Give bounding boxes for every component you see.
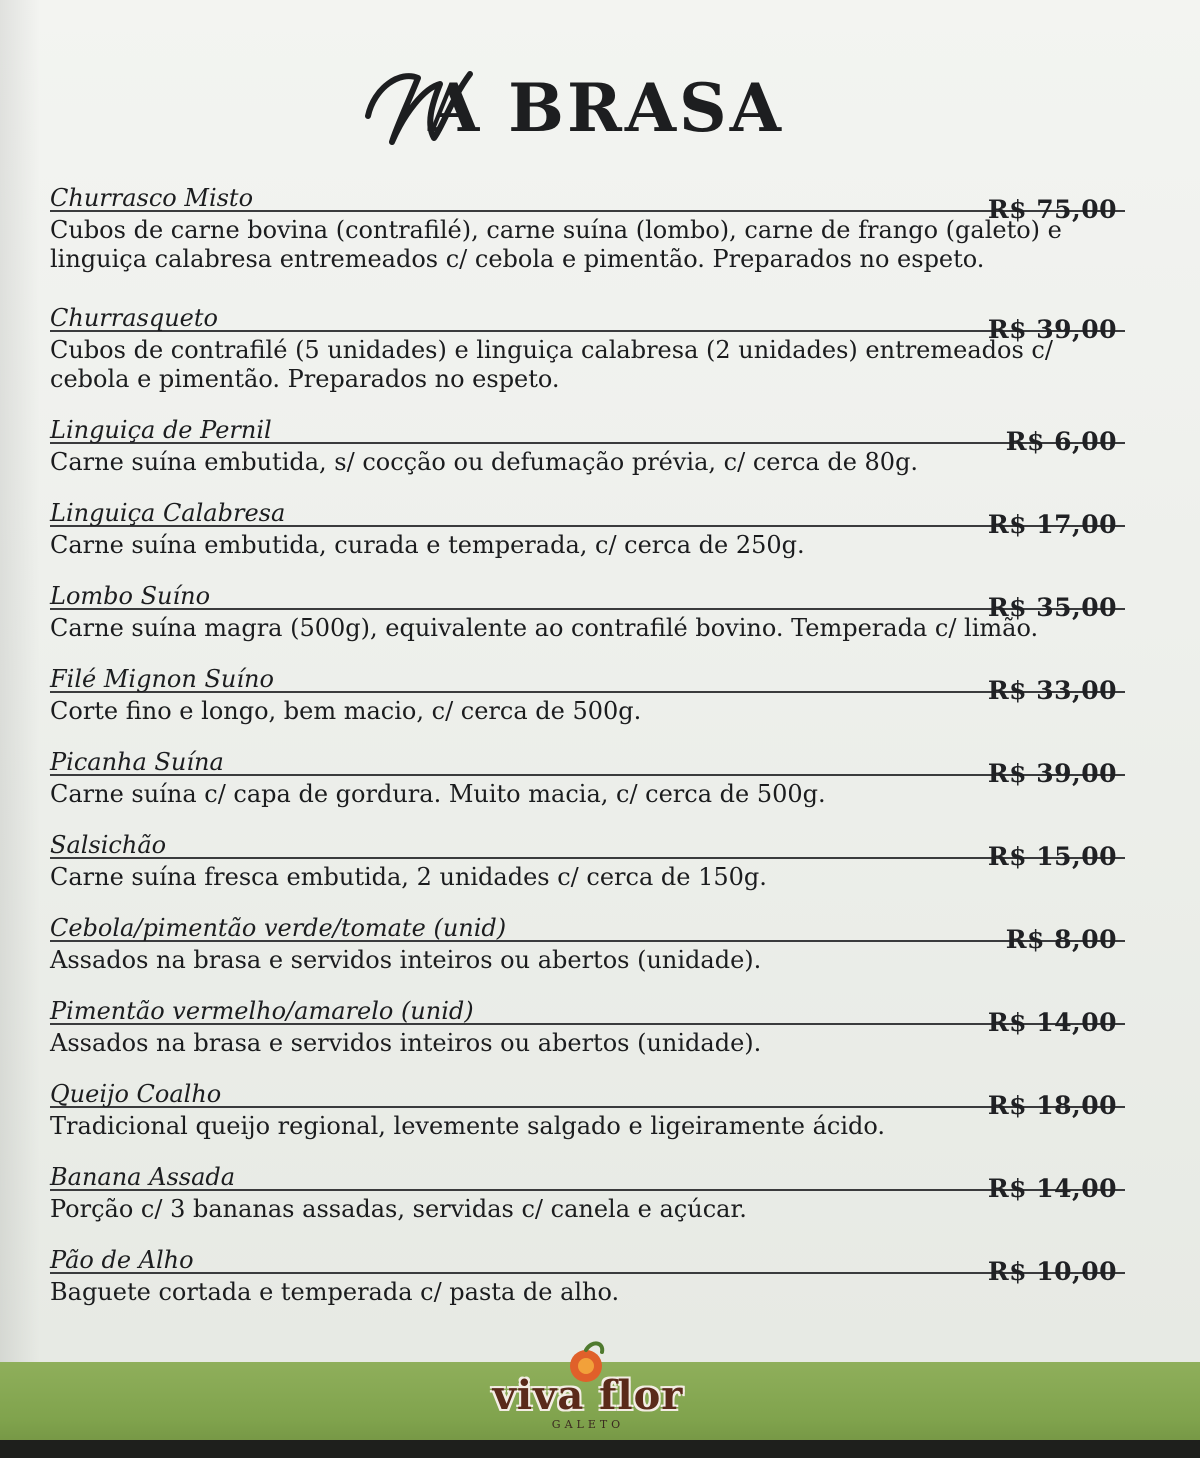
menu-item-header <box>50 1072 1125 1120</box>
menu-item <box>50 989 1125 1058</box>
menu-item-description: Tradicional queijo regional, levemente salgado e ligeiramente ácido. <box>50 1112 886 1140</box>
brand-logo <box>478 1330 698 1440</box>
menu-item-description: Carne suína embutida, curada e temperada, c/ cerca de 250g. <box>50 531 805 559</box>
menu-item-description: Cubos de contrafilé (5 unidades) e linguiça calabresa (2 unidades) entremeados c/ cebola e pimentão. Preparados no espeto. <box>50 336 1053 393</box>
menu-item-name: Banana Assada <box>50 1163 236 1191</box>
menu-item-name: Churrasco Misto <box>50 184 254 212</box>
menu-item-price: R$ 10,00 <box>987 1257 1117 1286</box>
menu-item <box>50 1238 1125 1307</box>
menu-item-header <box>50 906 1125 954</box>
menu-item-description: Carne suína magra (500g), equivalente ao contrafilé bovino. Temperada c/ limão. <box>50 614 1039 642</box>
menu-item <box>50 823 1125 892</box>
menu-item-header <box>50 491 1125 539</box>
menu-item-price: R$ 39,00 <box>987 759 1117 788</box>
menu-item <box>50 657 1125 726</box>
menu-item-description: Carne suína fresca embutida, 2 unidades c/ cerca de 150g. <box>50 863 767 891</box>
page-shadow <box>0 0 40 1458</box>
menu-item-name: Queijo Coalho <box>50 1080 222 1108</box>
footer-edge <box>0 1440 1200 1458</box>
menu-item-price: R$ 18,00 <box>987 1091 1117 1120</box>
menu-item-name: Salsichão <box>50 831 167 859</box>
menu-item-header <box>50 657 1125 705</box>
menu-item-name: Filé Mignon Suíno <box>50 665 274 693</box>
menu-item <box>50 176 1125 274</box>
menu-item-header <box>50 408 1125 456</box>
menu-item-header <box>50 823 1125 871</box>
menu-item-name: Cebola/pimentão verde/tomate (unid) <box>50 914 507 942</box>
menu-item-name: Pão de Alho <box>50 1246 194 1274</box>
menu-item-name: Churrasqueto <box>50 304 218 332</box>
menu-item-price: R$ 75,00 <box>987 195 1117 224</box>
menu-item <box>50 491 1125 560</box>
menu-item-price: R$ 17,00 <box>987 510 1117 539</box>
menu-item-name: Lombo Suíno <box>50 582 211 610</box>
menu-item <box>50 574 1125 643</box>
menu-title-rest: A BRASA <box>428 69 784 147</box>
menu-item-price: R$ 6,00 <box>1005 427 1117 456</box>
menu-item-price: R$ 39,00 <box>987 315 1117 344</box>
menu-item-description: Corte fino e longo, bem macio, c/ cerca de 500g. <box>50 697 642 725</box>
menu-item-header <box>50 574 1125 622</box>
menu-title-text <box>360 68 820 148</box>
logo-subtext: GALETO <box>551 1418 625 1431</box>
menu-item-price: R$ 15,00 <box>987 842 1117 871</box>
menu-item-price: R$ 14,00 <box>987 1174 1117 1203</box>
menu-item-description: Cubos de carne bovina (contrafilé), carne suína (lombo), carne de frango (galeto) e linguiça calabresa entremeados c/ cebola e pimentão. Preparados no espeto. <box>50 216 1062 273</box>
menu-item <box>50 1155 1125 1224</box>
menu-item-description: Assados na brasa e servidos inteiros ou abertos (unidade). <box>50 1029 762 1057</box>
menu-item-price: R$ 35,00 <box>987 593 1117 622</box>
logo-wordmark: viva flor <box>492 1372 684 1419</box>
menu-item-header <box>50 176 1125 224</box>
menu-item-header <box>50 989 1125 1037</box>
menu-item-price: R$ 14,00 <box>987 1008 1117 1037</box>
menu-items-list <box>50 176 1125 1307</box>
menu-item-header <box>50 1238 1125 1286</box>
menu-item-description: Baguete cortada e temperada c/ pasta de alho. <box>50 1278 620 1306</box>
menu-item-price: R$ 33,00 <box>987 676 1117 705</box>
menu-item-header <box>50 1155 1125 1203</box>
menu-item <box>50 408 1125 477</box>
menu-item <box>50 740 1125 809</box>
menu-item <box>50 906 1125 975</box>
menu-item-description: Carne suína c/ capa de gordura. Muito macia, c/ cerca de 500g. <box>50 780 826 808</box>
menu-item-name: Pimentão vermelho/amarelo (unid) <box>50 997 474 1025</box>
menu-item <box>50 1072 1125 1141</box>
menu-item-description: Assados na brasa e servidos inteiros ou abertos (unidade). <box>50 946 762 974</box>
menu-item-header <box>50 296 1125 344</box>
menu-item-price: R$ 8,00 <box>1005 925 1117 954</box>
menu-item-name: Picanha Suína <box>50 748 224 776</box>
menu-title <box>360 58 840 158</box>
menu-item-header <box>50 740 1125 788</box>
menu-item-name: Linguiça de Pernil <box>50 416 272 444</box>
menu-item-name: Linguiça Calabresa <box>50 499 286 527</box>
menu-item <box>50 296 1125 394</box>
menu-item-description: Porção c/ 3 bananas assadas, servidas c/ canela e açúcar. <box>50 1195 747 1223</box>
menu-item-description: Carne suína embutida, s/ cocção ou defumação prévia, c/ cerca de 80g. <box>50 448 919 476</box>
